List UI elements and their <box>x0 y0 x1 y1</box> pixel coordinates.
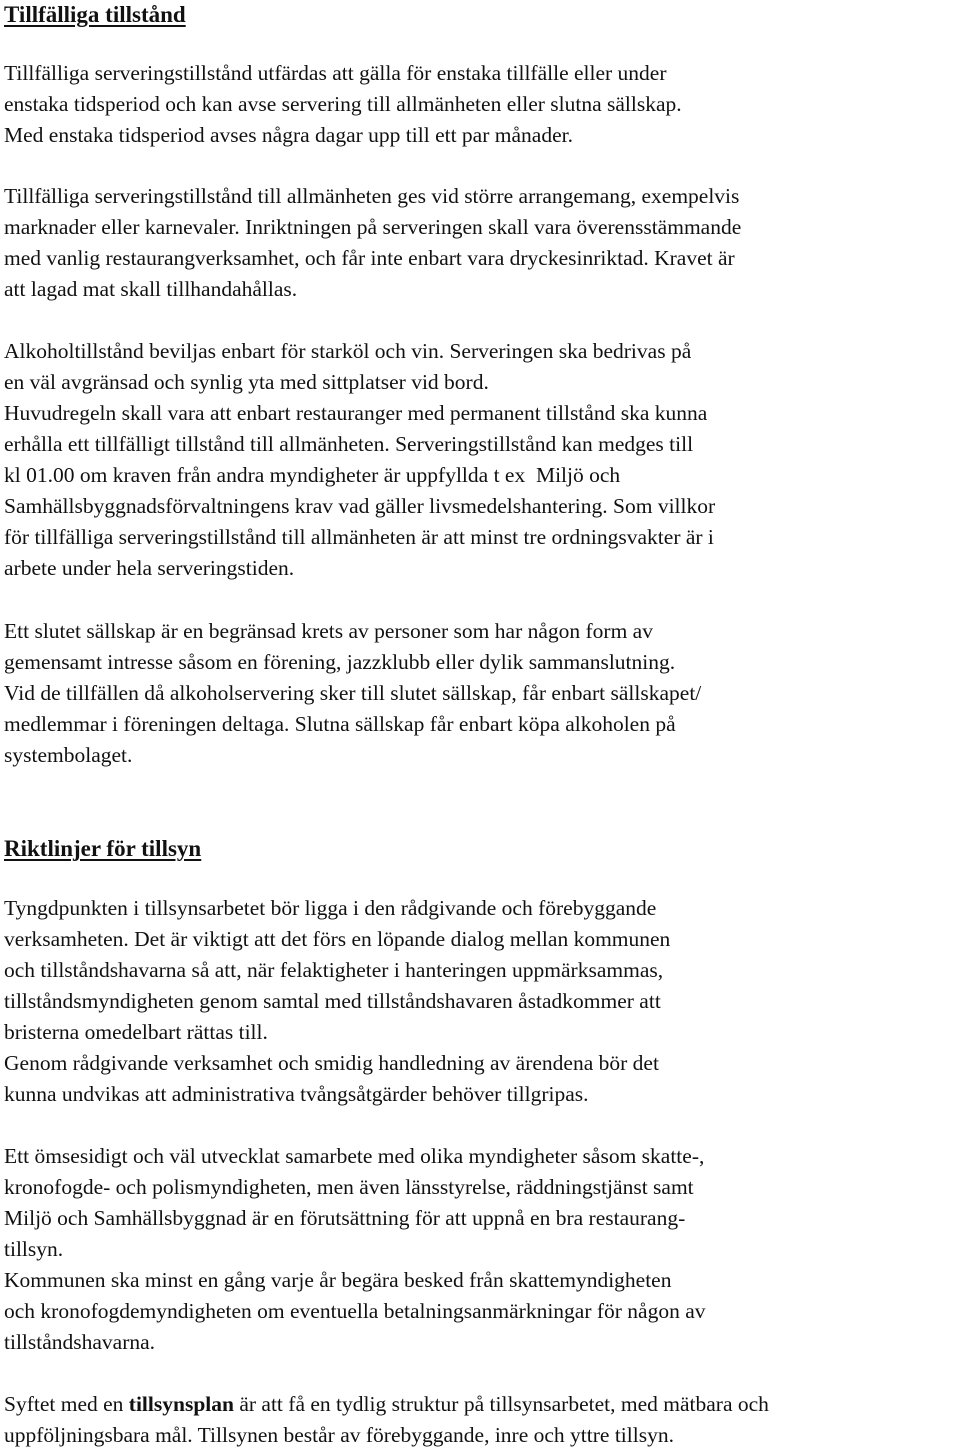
section-heading-tillfalliga-tillstand: Tillfälliga tillstånd <box>4 2 186 27</box>
paragraph <box>4 893 670 1110</box>
text-line: tillståndsmyndigheten genom samtal med tillståndshavaren åstadkommer att <box>4 989 661 1013</box>
text-line: och tillståndshavarna så att, när felaktigheter i hanteringen uppmärksammas, <box>4 958 664 982</box>
text-line: med vanlig restaurangverksamhet, och får inte enbart vara dryckesinriktad. Kravet är <box>4 246 735 270</box>
text-line: erhålla ett tillfälligt tillstånd till allmänheten. Serveringstillstånd kan medges till <box>4 432 694 456</box>
text-line: tillsyn. <box>4 1237 64 1261</box>
paragraph <box>4 181 741 305</box>
paragraph <box>4 616 701 771</box>
text-line: att lagad mat skall tillhandahållas. <box>4 277 298 301</box>
paragraph <box>4 1141 706 1358</box>
text-line <box>4 1389 769 1420</box>
text-line: kl 01.00 om kraven från andra myndigheter är uppfyllda t ex Miljö och <box>4 463 621 487</box>
text-line: Med enstaka tidsperiod avses några dagar upp till ett par månader. <box>4 123 573 147</box>
text-line: Huvudregeln skall vara att enbart restauranger med permanent tillstånd ska kunna <box>4 401 708 425</box>
text-line: Ett ömsesidigt och väl utvecklat samarbete med olika myndigheter såsom skatte-, <box>4 1144 705 1168</box>
text-line: en väl avgränsad och synlig yta med sittplatser vid bord. <box>4 370 489 394</box>
text-line: medlemmar i föreningen deltaga. Slutna sällskap får enbart köpa alkoholen på <box>4 712 676 736</box>
text-line: systembolaget. <box>4 743 133 767</box>
paragraph <box>4 336 715 584</box>
text-line: Samhällsbyggnadsförvaltningens krav vad gäller livsmedelshantering. Som villkor <box>4 494 716 518</box>
section-heading-riktlinjer-for-tillsyn: Riktlinjer för tillsyn <box>4 836 202 861</box>
text-line: Tyngdpunkten i tillsynsarbetet bör ligga i den rådgivande och förebyggande <box>4 896 657 920</box>
text-line: Alkoholtillstånd beviljas enbart för starköl och vin. Serveringen ska bedrivas på <box>4 339 692 363</box>
text-line: arbete under hela serveringstiden. <box>4 556 295 580</box>
text-line: enstaka tidsperiod och kan avse servering till allmänheten eller slutna sällskap. <box>4 92 682 116</box>
text-line: marknader eller karnevaler. Inriktningen på serveringen skall vara överensstämmande <box>4 215 742 239</box>
text-line: Tillfälliga serveringstillstånd till allmänheten ges vid större arrangemang, exempelvis <box>4 184 740 208</box>
text-line: uppföljningsbara mål. Tillsynen består av förebyggande, inre och yttre tillsyn. <box>4 1423 674 1447</box>
text-run: Syftet med en <box>4 1392 129 1416</box>
text-line: bristerna omedelbart rättas till. <box>4 1020 268 1044</box>
text-line: Tillfälliga serveringstillstånd utfärdas att gälla för enstaka tillfälle eller under <box>4 61 667 85</box>
text-line: Genom rådgivande verksamhet och smidig handledning av ärendena bör det <box>4 1051 659 1075</box>
text-line: Ett slutet sällskap är en begränsad krets av personer som har någon form av <box>4 619 653 643</box>
paragraph <box>4 1389 769 1451</box>
bold-term-tillsynsplan: tillsynsplan <box>128 1392 234 1416</box>
text-line: verksamheten. Det är viktigt att det förs en löpande dialog mellan kommunen <box>4 927 671 951</box>
text-line: gemensamt intresse såsom en förening, jazzklubb eller dylik sammanslutning. <box>4 650 676 674</box>
text-line: och kronofogdemyndigheten om eventuella betalningsanmärkningar för någon av <box>4 1299 706 1323</box>
paragraph <box>4 58 682 151</box>
text-line: tillståndshavarna. <box>4 1330 156 1354</box>
text-line: kronofogde- och polismyndigheten, men även länsstyrelse, räddningstjänst samt <box>4 1175 694 1199</box>
text-run: är att få en tydlig struktur på tillsynsarbetet, med mätbara och <box>233 1392 769 1416</box>
text-line: kunna undvikas att administrativa tvångsåtgärder behöver tillgripas. <box>4 1082 589 1106</box>
text-line: Vid de tillfällen då alkoholservering sker till slutet sällskap, får enbart sällskapet/ <box>4 681 702 705</box>
text-line: för tillfälliga serveringstillstånd till allmänheten är att minst tre ordningsvakter är i <box>4 525 714 549</box>
text-line: Miljö och Samhällsbyggnad är en förutsättning för att uppnå en bra restaurang- <box>4 1206 686 1230</box>
text-line: Kommunen ska minst en gång varje år begära besked från skattemyndigheten <box>4 1268 672 1292</box>
